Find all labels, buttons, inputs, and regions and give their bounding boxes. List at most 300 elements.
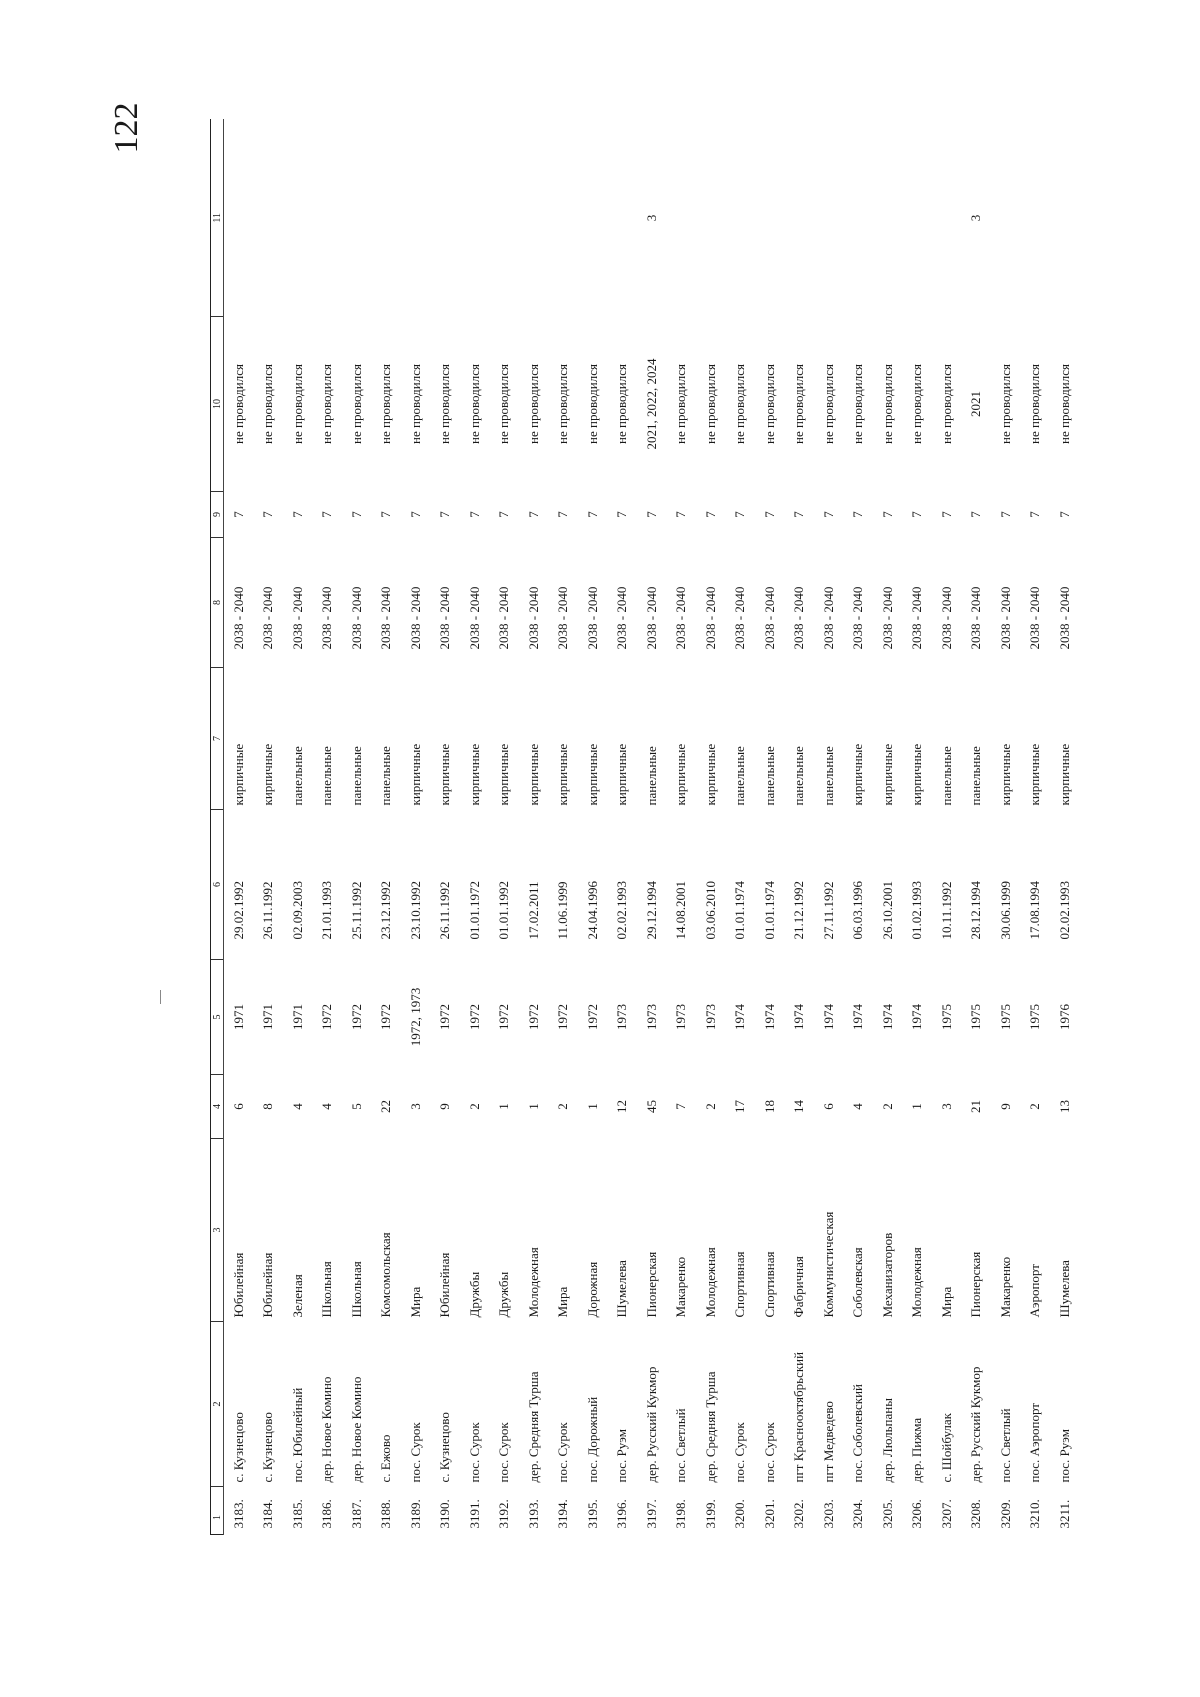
cell-repair-done: не проводился bbox=[997, 364, 1013, 444]
cell-settlement: пос. Руэм bbox=[614, 1429, 630, 1483]
cell-extra-value bbox=[431, 120, 461, 317]
cell-settlement: пос. Дорожный bbox=[584, 1396, 600, 1483]
cell-date: 26.11.1992 bbox=[260, 881, 276, 940]
cell-repair-period: 2038 - 2040 bbox=[1027, 586, 1043, 650]
cell-row-number: 3193. bbox=[525, 1499, 541, 1529]
cell-repair-done: 2021, 2022, 2024 bbox=[643, 358, 659, 450]
cell-repair-done: не проводился bbox=[791, 364, 807, 444]
cell-index-value: 7 bbox=[1056, 511, 1072, 518]
cell-row-number: 3185. bbox=[289, 1499, 305, 1529]
cell-street: Фабричная bbox=[791, 1256, 807, 1318]
cell-extra-value bbox=[726, 120, 756, 317]
cell-repair-done: не проводился bbox=[437, 364, 453, 444]
cell-repair-period: 2038 - 2040 bbox=[850, 586, 866, 650]
cell-street: Дружбы bbox=[466, 1271, 482, 1318]
cell-date: 29.02.1992 bbox=[230, 881, 246, 940]
cell-street: Шумелева bbox=[1056, 1260, 1072, 1318]
cell-house-number: 4 bbox=[319, 1103, 335, 1110]
cell-street: Школьная bbox=[348, 1261, 364, 1318]
cell-index-value: 7 bbox=[702, 511, 718, 518]
cell-date: 14.08.2001 bbox=[673, 881, 689, 940]
cell-extra-value bbox=[755, 120, 785, 317]
cell-house-number: 4 bbox=[850, 1103, 866, 1110]
cell-settlement: с. Шойбулак bbox=[938, 1413, 954, 1483]
cell-wall-material: кирпичные bbox=[496, 743, 512, 806]
cell-extra-value bbox=[283, 120, 313, 317]
cell-wall-material: кирпичные bbox=[702, 743, 718, 806]
cell-settlement: дер. Пижма bbox=[909, 1417, 925, 1483]
cell-extra-value bbox=[667, 120, 697, 317]
cell-index-value: 7 bbox=[879, 511, 895, 518]
column-number-row bbox=[211, 120, 224, 1535]
cell-extra-value bbox=[490, 120, 520, 317]
cell-repair-done: не проводился bbox=[260, 364, 276, 444]
cell-street: Юбилейная bbox=[260, 1252, 276, 1318]
cell-extra-value bbox=[608, 120, 638, 317]
table-row bbox=[873, 120, 903, 1535]
cell-repair-done: не проводился bbox=[584, 364, 600, 444]
cell-repair-done: не проводился bbox=[732, 364, 748, 444]
cell-extra-value bbox=[873, 120, 903, 317]
cell-date: 06.03.1996 bbox=[850, 881, 866, 940]
cell-repair-period: 2038 - 2040 bbox=[230, 586, 246, 650]
cell-house-number: 17 bbox=[732, 1100, 748, 1113]
cell-index-value: 7 bbox=[319, 511, 335, 518]
cell-house-number: 2 bbox=[1027, 1103, 1043, 1110]
cell-settlement: пос. Руэм bbox=[1056, 1429, 1072, 1483]
cell-street: Пионерская bbox=[643, 1251, 659, 1318]
cell-extra-value bbox=[254, 120, 284, 317]
cell-settlement: дер. Средняя Турша bbox=[702, 1371, 718, 1483]
cell-settlement: пос. Сурок bbox=[761, 1422, 777, 1483]
column-number-8: 8 bbox=[211, 538, 224, 668]
cell-build-year: 1972 bbox=[555, 1004, 571, 1030]
cell-build-year: 1974 bbox=[909, 1004, 925, 1030]
cell-row-number: 3195. bbox=[584, 1499, 600, 1529]
table-row bbox=[224, 120, 254, 1535]
cell-repair-done: не проводился bbox=[702, 364, 718, 444]
cell-wall-material: панельные bbox=[938, 746, 954, 806]
cell-index-value: 7 bbox=[820, 511, 836, 518]
cell-build-year: 1975 bbox=[1027, 1004, 1043, 1030]
table-row bbox=[608, 120, 638, 1535]
cell-street: Пионерская bbox=[968, 1251, 984, 1318]
cell-build-year: 1975 bbox=[968, 1004, 984, 1030]
cell-extra-value bbox=[460, 120, 490, 317]
cell-repair-period: 2038 - 2040 bbox=[791, 586, 807, 650]
cell-wall-material: кирпичные bbox=[230, 743, 246, 806]
cell-index-value: 7 bbox=[260, 511, 276, 518]
cell-date: 30.06.1999 bbox=[997, 881, 1013, 940]
cell-settlement: дер. Новое Комино bbox=[348, 1376, 364, 1483]
cell-row-number: 3190. bbox=[437, 1499, 453, 1529]
cell-repair-period: 2038 - 2040 bbox=[997, 586, 1013, 650]
cell-house-number: 7 bbox=[673, 1103, 689, 1110]
cell-wall-material: панельные bbox=[791, 746, 807, 806]
cell-repair-period: 2038 - 2040 bbox=[938, 586, 954, 650]
cell-row-number: 3186. bbox=[319, 1499, 335, 1529]
column-number-1: 1 bbox=[211, 1487, 224, 1535]
cell-build-year: 1975 bbox=[938, 1004, 954, 1030]
cell-house-number: 45 bbox=[643, 1100, 659, 1113]
cell-date: 26.11.1992 bbox=[437, 881, 453, 940]
cell-index-value: 7 bbox=[909, 511, 925, 518]
cell-row-number: 3192. bbox=[496, 1499, 512, 1529]
cell-row-number: 3199. bbox=[702, 1499, 718, 1529]
cell-date: 01.02.1993 bbox=[909, 881, 925, 940]
cell-repair-done: не проводился bbox=[555, 364, 571, 444]
cell-street: Коммунистическая bbox=[820, 1211, 836, 1318]
cell-extra-value: 3 bbox=[968, 214, 984, 222]
cell-settlement: дер. Русский Кукмор bbox=[643, 1366, 659, 1483]
cell-row-number: 3205. bbox=[879, 1499, 895, 1529]
cell-build-year: 1972 bbox=[319, 1004, 335, 1030]
cell-repair-period: 2038 - 2040 bbox=[643, 586, 659, 650]
cell-wall-material: кирпичные bbox=[909, 743, 925, 806]
cell-row-number: 3189. bbox=[407, 1499, 423, 1529]
cell-row-number: 3188. bbox=[378, 1499, 394, 1529]
cell-extra-value bbox=[932, 120, 962, 317]
cell-street: Молодежная bbox=[909, 1247, 925, 1318]
cell-house-number: 13 bbox=[1056, 1100, 1072, 1113]
cell-repair-done: не проводился bbox=[496, 364, 512, 444]
cell-index-value: 7 bbox=[850, 511, 866, 518]
cell-index-value: 7 bbox=[289, 511, 305, 518]
cell-street: Молодежная bbox=[525, 1247, 541, 1318]
cell-house-number: 18 bbox=[761, 1100, 777, 1113]
cell-build-year: 1971 bbox=[260, 1004, 276, 1030]
cell-wall-material: кирпичные bbox=[673, 743, 689, 806]
table-row bbox=[578, 120, 608, 1535]
column-number-2: 2 bbox=[211, 1322, 224, 1487]
cell-index-value: 7 bbox=[407, 511, 423, 518]
cell-street: Спортивная bbox=[761, 1251, 777, 1318]
cell-extra-value bbox=[696, 120, 726, 317]
cell-repair-period: 2038 - 2040 bbox=[584, 586, 600, 650]
housing-table bbox=[210, 120, 1080, 1536]
column-number-6: 6 bbox=[211, 810, 224, 960]
cell-date: 21.01.1993 bbox=[319, 881, 335, 940]
cell-repair-period: 2038 - 2040 bbox=[319, 586, 335, 650]
cell-house-number: 21 bbox=[968, 1100, 984, 1113]
cell-street: Зеленая bbox=[289, 1274, 305, 1318]
cell-extra-value bbox=[401, 120, 431, 317]
cell-street: Мира bbox=[938, 1286, 954, 1318]
cell-extra-value bbox=[1021, 120, 1051, 317]
cell-date: 01.01.1992 bbox=[496, 881, 512, 940]
cell-repair-done: не проводился bbox=[820, 364, 836, 444]
cell-date: 24.04.1996 bbox=[584, 881, 600, 940]
cell-row-number: 3197. bbox=[643, 1499, 659, 1529]
cell-date: 26.10.2001 bbox=[879, 881, 895, 940]
cell-index-value: 7 bbox=[555, 511, 571, 518]
table-row bbox=[667, 120, 697, 1535]
column-number-4: 4 bbox=[211, 1075, 224, 1139]
cell-repair-done: не проводился bbox=[938, 364, 954, 444]
cell-extra-value bbox=[903, 120, 933, 317]
cell-date: 01.01.1974 bbox=[761, 881, 777, 940]
cell-row-number: 3198. bbox=[673, 1499, 689, 1529]
cell-date: 28.12.1994 bbox=[968, 881, 984, 940]
cell-build-year: 1972 bbox=[466, 1004, 482, 1030]
cell-house-number: 12 bbox=[614, 1100, 630, 1113]
cell-index-value: 7 bbox=[761, 511, 777, 518]
cell-house-number: 22 bbox=[378, 1100, 394, 1113]
cell-row-number: 3194. bbox=[555, 1499, 571, 1529]
cell-house-number: 1 bbox=[584, 1103, 600, 1110]
cell-repair-period: 2038 - 2040 bbox=[909, 586, 925, 650]
cell-street: Макаренко bbox=[997, 1256, 1013, 1318]
cell-build-year: 1972 bbox=[584, 1004, 600, 1030]
cell-settlement: пос. Юбилейный bbox=[289, 1387, 305, 1483]
cell-extra-value bbox=[342, 120, 372, 317]
cell-build-year: 1973 bbox=[673, 1004, 689, 1030]
cell-extra-value: 3 bbox=[643, 214, 659, 222]
cell-repair-done: не проводился bbox=[614, 364, 630, 444]
cell-repair-done: не проводился bbox=[879, 364, 895, 444]
cell-row-number: 3201. bbox=[761, 1499, 777, 1529]
cell-build-year: 1974 bbox=[732, 1004, 748, 1030]
cell-repair-period: 2038 - 2040 bbox=[260, 586, 276, 650]
cell-wall-material: панельные bbox=[319, 746, 335, 806]
cell-repair-done: не проводился bbox=[466, 364, 482, 444]
cell-street: Мира bbox=[407, 1286, 423, 1318]
table-body bbox=[224, 120, 1080, 1535]
cell-wall-material: кирпичные bbox=[850, 743, 866, 806]
cell-repair-period: 2038 - 2040 bbox=[879, 586, 895, 650]
cell-settlement: пос. Сурок bbox=[466, 1422, 482, 1483]
cell-settlement: дер. Новое Комино bbox=[319, 1376, 335, 1483]
cell-repair-done: не проводился bbox=[319, 364, 335, 444]
cell-row-number: 3204. bbox=[850, 1499, 866, 1529]
cell-row-number: 3203. bbox=[820, 1499, 836, 1529]
cell-settlement: с. Кузнецово bbox=[230, 1412, 246, 1483]
cell-settlement: пос. Соболевский bbox=[850, 1384, 866, 1483]
cell-wall-material: кирпичные bbox=[525, 743, 541, 806]
cell-extra-value bbox=[991, 120, 1021, 317]
cell-build-year: 1973 bbox=[702, 1004, 718, 1030]
cell-street: Дорожная bbox=[584, 1261, 600, 1318]
cell-date: 17.08.1994 bbox=[1027, 881, 1043, 940]
cell-wall-material: панельные bbox=[732, 746, 748, 806]
cell-index-value: 7 bbox=[1027, 511, 1043, 518]
cell-street: Механизаторов bbox=[879, 1232, 895, 1318]
cell-build-year: 1974 bbox=[820, 1004, 836, 1030]
cell-repair-period: 2038 - 2040 bbox=[378, 586, 394, 650]
housing-table-container bbox=[210, 120, 1098, 1535]
cell-row-number: 3184. bbox=[260, 1499, 276, 1529]
cell-house-number: 5 bbox=[348, 1103, 364, 1110]
cell-row-number: 3183. bbox=[230, 1499, 246, 1529]
cell-row-number: 3200. bbox=[732, 1499, 748, 1529]
cell-index-value: 7 bbox=[732, 511, 748, 518]
cell-wall-material: кирпичные bbox=[1056, 743, 1072, 806]
table-row bbox=[932, 120, 962, 1535]
cell-index-value: 7 bbox=[437, 511, 453, 518]
cell-date: 02.09.2003 bbox=[289, 881, 305, 940]
cell-street: Молодежная bbox=[702, 1247, 718, 1318]
cell-date: 01.01.1972 bbox=[466, 881, 482, 940]
cell-repair-done: не проводился bbox=[378, 364, 394, 444]
cell-build-year: 1973 bbox=[614, 1004, 630, 1030]
cell-street: Соболевская bbox=[850, 1247, 866, 1318]
table-row bbox=[460, 120, 490, 1535]
cell-index-value: 7 bbox=[673, 511, 689, 518]
cell-index-value: 7 bbox=[997, 511, 1013, 518]
cell-index-value: 7 bbox=[968, 511, 984, 518]
cell-row-number: 3207. bbox=[938, 1499, 954, 1529]
table-row bbox=[637, 120, 667, 1535]
cell-street: Спортивная bbox=[732, 1251, 748, 1318]
column-number-3: 3 bbox=[211, 1139, 224, 1322]
cell-build-year: 1974 bbox=[761, 1004, 777, 1030]
cell-street: Мира bbox=[555, 1286, 571, 1318]
cell-row-number: 3210. bbox=[1027, 1499, 1043, 1529]
cell-house-number: 2 bbox=[879, 1103, 895, 1110]
cell-repair-period: 2038 - 2040 bbox=[496, 586, 512, 650]
cell-wall-material: кирпичные bbox=[997, 743, 1013, 806]
cell-row-number: 3209. bbox=[997, 1499, 1013, 1529]
cell-row-number: 3187. bbox=[348, 1499, 364, 1529]
cell-wall-material: кирпичные bbox=[407, 743, 423, 806]
cell-repair-period: 2038 - 2040 bbox=[555, 586, 571, 650]
cell-repair-done: не проводился bbox=[407, 364, 423, 444]
table-row bbox=[1050, 120, 1080, 1535]
cell-repair-done: не проводился bbox=[761, 364, 777, 444]
table-row bbox=[372, 120, 402, 1535]
cell-repair-period: 2038 - 2040 bbox=[525, 586, 541, 650]
cell-street: Юбилейная bbox=[437, 1252, 453, 1318]
cell-build-year: 1972 bbox=[437, 1004, 453, 1030]
cell-extra-value bbox=[224, 120, 254, 317]
cell-repair-period: 2038 - 2040 bbox=[289, 586, 305, 650]
table-row bbox=[519, 120, 549, 1535]
cell-build-year: 1972 bbox=[348, 1004, 364, 1030]
table-row bbox=[401, 120, 431, 1535]
cell-extra-value bbox=[844, 120, 874, 317]
cell-extra-value bbox=[814, 120, 844, 317]
cell-wall-material: панельные bbox=[378, 746, 394, 806]
table-row bbox=[726, 120, 756, 1535]
cell-street: Шумелева bbox=[614, 1260, 630, 1318]
cell-settlement: с. Кузнецово bbox=[437, 1412, 453, 1483]
cell-extra-value bbox=[519, 120, 549, 317]
cell-repair-period: 2038 - 2040 bbox=[437, 586, 453, 650]
cell-street: Комсомольская bbox=[378, 1232, 394, 1318]
cell-repair-period: 2038 - 2040 bbox=[968, 586, 984, 650]
table-row bbox=[490, 120, 520, 1535]
cell-date: 01.01.1974 bbox=[732, 881, 748, 940]
cell-wall-material: кирпичные bbox=[437, 743, 453, 806]
table-row bbox=[844, 120, 874, 1535]
cell-extra-value bbox=[313, 120, 343, 317]
cell-extra-value bbox=[549, 120, 579, 317]
cell-repair-period: 2038 - 2040 bbox=[702, 586, 718, 650]
cell-house-number: 4 bbox=[289, 1103, 305, 1110]
cell-index-value: 7 bbox=[230, 511, 246, 518]
column-number-5: 5 bbox=[211, 960, 224, 1075]
cell-wall-material: кирпичные bbox=[260, 743, 276, 806]
cell-repair-done: не проводился bbox=[230, 364, 246, 444]
cell-index-value: 7 bbox=[466, 511, 482, 518]
cell-date: 23.10.1992 bbox=[407, 881, 423, 940]
cell-wall-material: кирпичные bbox=[555, 743, 571, 806]
cell-build-year: 1973 bbox=[643, 1004, 659, 1030]
cell-wall-material: панельные bbox=[968, 746, 984, 806]
table-row bbox=[254, 120, 284, 1535]
table-row bbox=[549, 120, 579, 1535]
cell-settlement: пос. Аэропорт bbox=[1027, 1403, 1043, 1483]
table-row bbox=[431, 120, 461, 1535]
cell-index-value: 7 bbox=[496, 511, 512, 518]
cell-build-year: 1972, 1973 bbox=[407, 987, 423, 1047]
cell-settlement: с. Ежово bbox=[378, 1434, 394, 1483]
cell-build-year: 1971 bbox=[230, 1004, 246, 1030]
cell-wall-material: кирпичные bbox=[614, 743, 630, 806]
cell-row-number: 3206. bbox=[909, 1499, 925, 1529]
cell-settlement: дер. Люльпаны bbox=[879, 1398, 895, 1483]
cell-wall-material: панельные bbox=[820, 746, 836, 806]
cell-house-number: 6 bbox=[820, 1103, 836, 1110]
cell-repair-period: 2038 - 2040 bbox=[673, 586, 689, 650]
cell-date: 25.11.1992 bbox=[348, 881, 364, 940]
cell-extra-value bbox=[578, 120, 608, 317]
cell-settlement: с. Кузнецово bbox=[260, 1412, 276, 1483]
cell-row-number: 3196. bbox=[614, 1499, 630, 1529]
cell-house-number: 3 bbox=[938, 1103, 954, 1110]
cell-house-number: 8 bbox=[260, 1103, 276, 1110]
cell-build-year: 1972 bbox=[378, 1004, 394, 1030]
cell-date: 23.12.1992 bbox=[378, 881, 394, 940]
cell-settlement: пос. Светлый bbox=[673, 1408, 689, 1483]
cell-build-year: 1976 bbox=[1056, 1004, 1072, 1030]
cell-index-value: 7 bbox=[525, 511, 541, 518]
cell-date: 27.11.1992 bbox=[820, 881, 836, 940]
cell-house-number: 14 bbox=[791, 1100, 807, 1113]
cell-house-number: 2 bbox=[555, 1103, 571, 1110]
cell-date: 21.12.1992 bbox=[791, 881, 807, 940]
cell-repair-period: 2038 - 2040 bbox=[614, 586, 630, 650]
cell-index-value: 7 bbox=[378, 511, 394, 518]
table-row bbox=[962, 120, 992, 1535]
cell-repair-done: не проводился bbox=[525, 364, 541, 444]
table-row bbox=[696, 120, 726, 1535]
cell-date: 03.06.2010 bbox=[702, 881, 718, 940]
cell-settlement: пгт Медведево bbox=[820, 1401, 836, 1483]
cell-date: 02.02.1993 bbox=[1056, 881, 1072, 940]
cell-repair-done: не проводился bbox=[909, 364, 925, 444]
cell-repair-done: не проводился bbox=[289, 364, 305, 444]
cell-settlement: пос. Сурок bbox=[732, 1422, 748, 1483]
table-row bbox=[1021, 120, 1051, 1535]
cell-street: Макаренко bbox=[673, 1256, 689, 1318]
cell-wall-material: панельные bbox=[643, 746, 659, 806]
cell-settlement: дер. Средняя Турша bbox=[525, 1371, 541, 1483]
cell-index-value: 7 bbox=[614, 511, 630, 518]
cell-date: 11.06.1999 bbox=[555, 881, 571, 940]
table-row bbox=[342, 120, 372, 1535]
scan-mark bbox=[160, 990, 161, 1004]
cell-house-number: 1 bbox=[909, 1103, 925, 1110]
cell-date: 29.12.1994 bbox=[643, 881, 659, 940]
cell-repair-done: не проводился bbox=[673, 364, 689, 444]
cell-house-number: 6 bbox=[230, 1103, 246, 1110]
cell-extra-value bbox=[785, 120, 815, 317]
cell-settlement: пос. Сурок bbox=[496, 1422, 512, 1483]
cell-wall-material: панельные bbox=[289, 746, 305, 806]
cell-repair-period: 2038 - 2040 bbox=[466, 586, 482, 650]
column-number-10: 10 bbox=[211, 317, 224, 492]
